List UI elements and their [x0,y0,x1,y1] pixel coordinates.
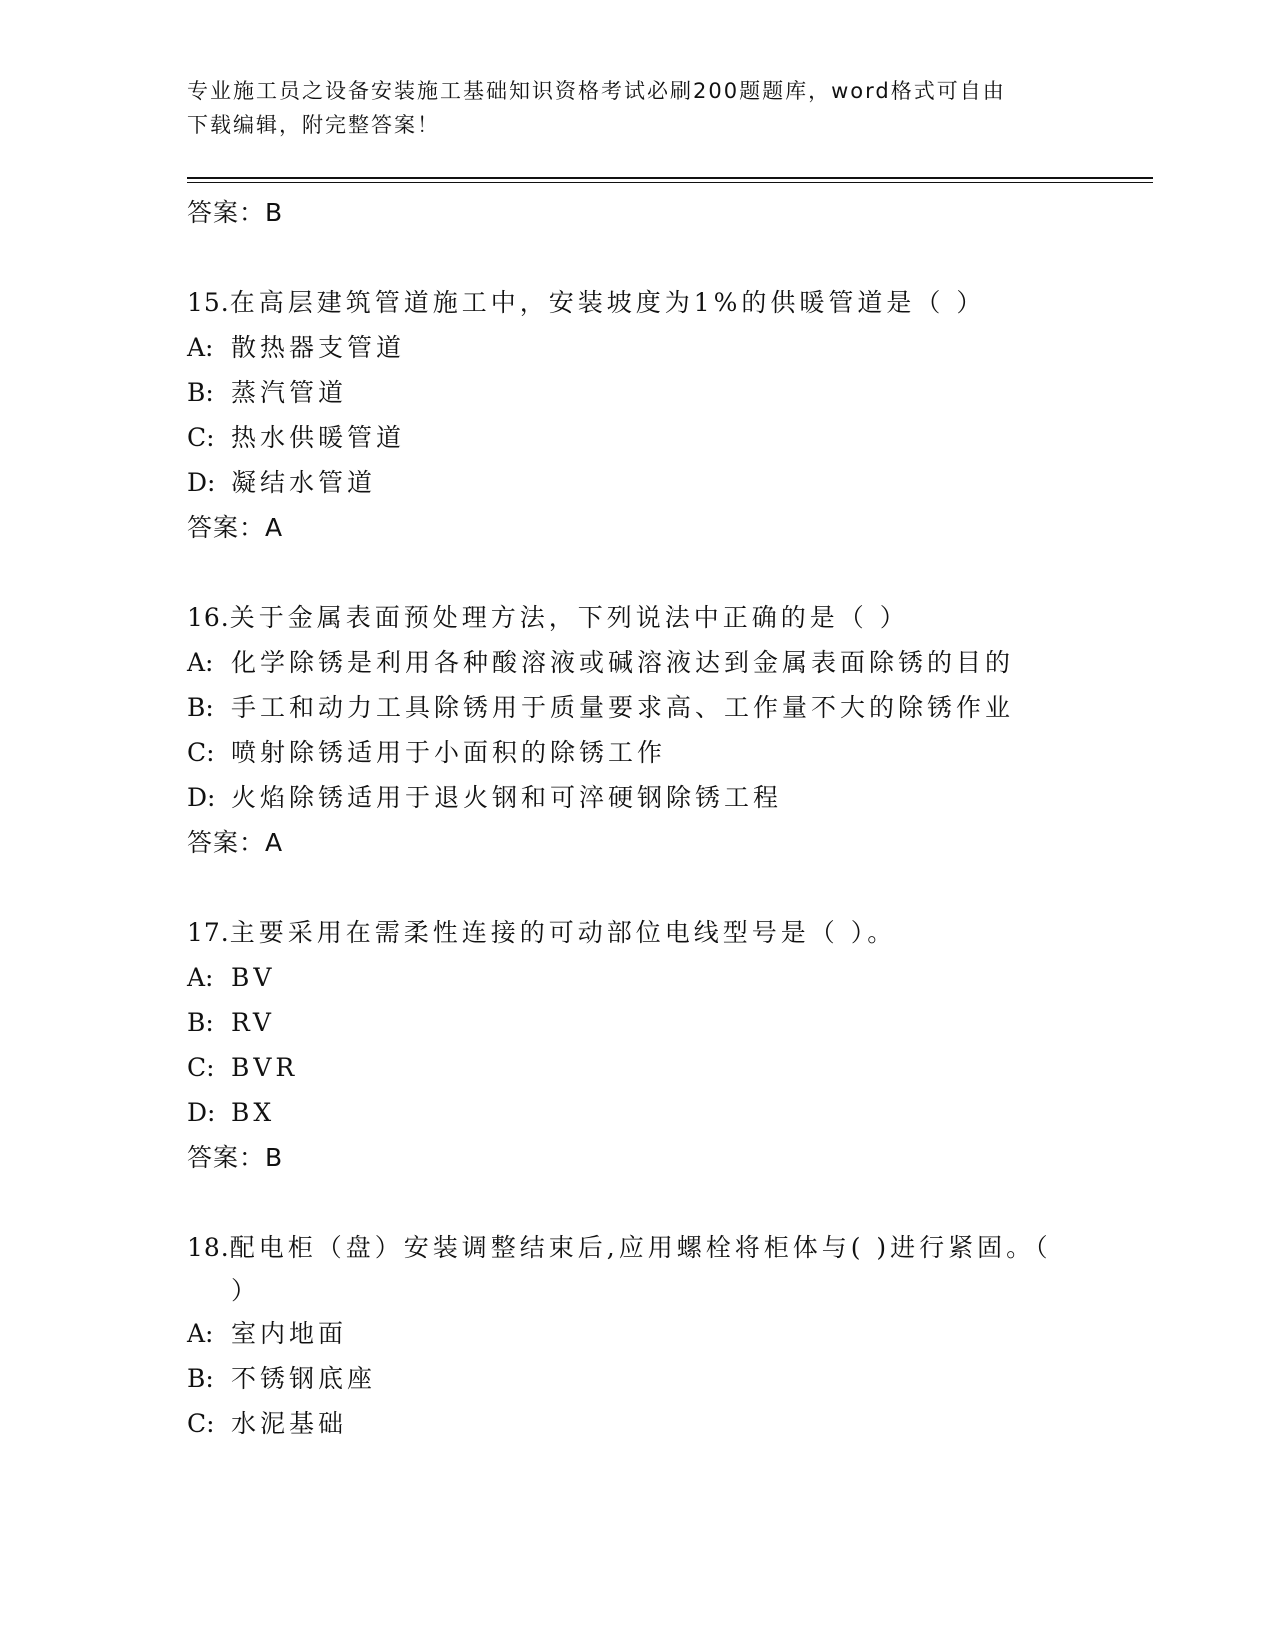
option-b: B: 不锈钢底座 [187,1364,377,1393]
option-d: D: 火焰除锈适用于退火钢和可淬硬钢除锈工程 [187,783,783,812]
question-text: 关于金属表面预处理方法，下列说法中正确的是（ ） [229,603,909,632]
header-rule-thin [187,182,1153,183]
question-15 [187,280,1087,550]
question-stem [187,595,1087,640]
question-17 [187,910,1087,1180]
question-number: 16. [187,603,230,632]
option-c: C: 热水供暖管道 [187,423,406,452]
option-a: A: 散热器支管道 [187,333,406,362]
question-text: 配电柜（盘）安装调整结束后,应用螺栓将柜体与( )进行紧固。（ [229,1233,1052,1262]
question-number: 15. [187,288,230,317]
option-b: B: 蒸汽管道 [187,378,348,407]
option-d: D: BX [187,1098,276,1127]
question-16 [187,595,1087,865]
option-c: C: 喷射除锈适用于小面积的除锈工作 [187,738,667,767]
header-rule-thick [187,177,1153,179]
answer-prefix: 答案： [187,828,266,857]
document-header [187,74,1067,142]
option-b: B: 手工和动力工具除锈用于质量要求高、工作量不大的除锈作业 [187,693,1015,722]
answer-value: A [265,828,284,857]
option-c: C: BVR [187,1053,299,1082]
question-number: 17. [187,918,230,947]
question-18 [187,1225,1087,1446]
answer-prefix: 答案： [187,513,266,542]
answer-prefix: 答案： [187,1143,266,1172]
answer-q15 [187,505,1087,550]
option-a: A: 化学除锈是利用各种酸溶液或碱溶液达到金属表面除锈的目的 [187,648,1015,677]
header-line-2: 下载编辑，附完整答案！ [187,113,440,137]
option-d: D: 凝结水管道 [187,468,377,497]
option-c: C: 水泥基础 [187,1409,348,1438]
question-number: 18. [187,1233,230,1262]
answer-value: B [265,198,284,227]
answer-prefix: 答案： [187,198,266,227]
header-line-1: 专业施工员之设备安装施工基础知识资格考试必刷200题题库，word格式可自由 [187,79,1006,103]
question-list [187,190,1087,1446]
question-text: 在高层建筑管道施工中，安装坡度为1%的供暖管道是（ ） [229,288,986,317]
answer-q17 [187,1135,1087,1180]
answer-q14 [187,190,1087,235]
option-a: A: BV [187,963,276,992]
option-b: B: RV [187,1008,275,1037]
question-stem-continued: ） [231,1276,261,1305]
answer-value: A [265,513,284,542]
question-stem [187,1225,1087,1270]
question-stem [187,910,1087,955]
answer-value: B [265,1143,284,1172]
question-stem [187,280,1087,325]
answer-q16 [187,820,1087,865]
question-text: 主要采用在需柔性连接的可动部位电线型号是（ ）。 [229,918,897,947]
option-a: A: 室内地面 [187,1319,348,1348]
